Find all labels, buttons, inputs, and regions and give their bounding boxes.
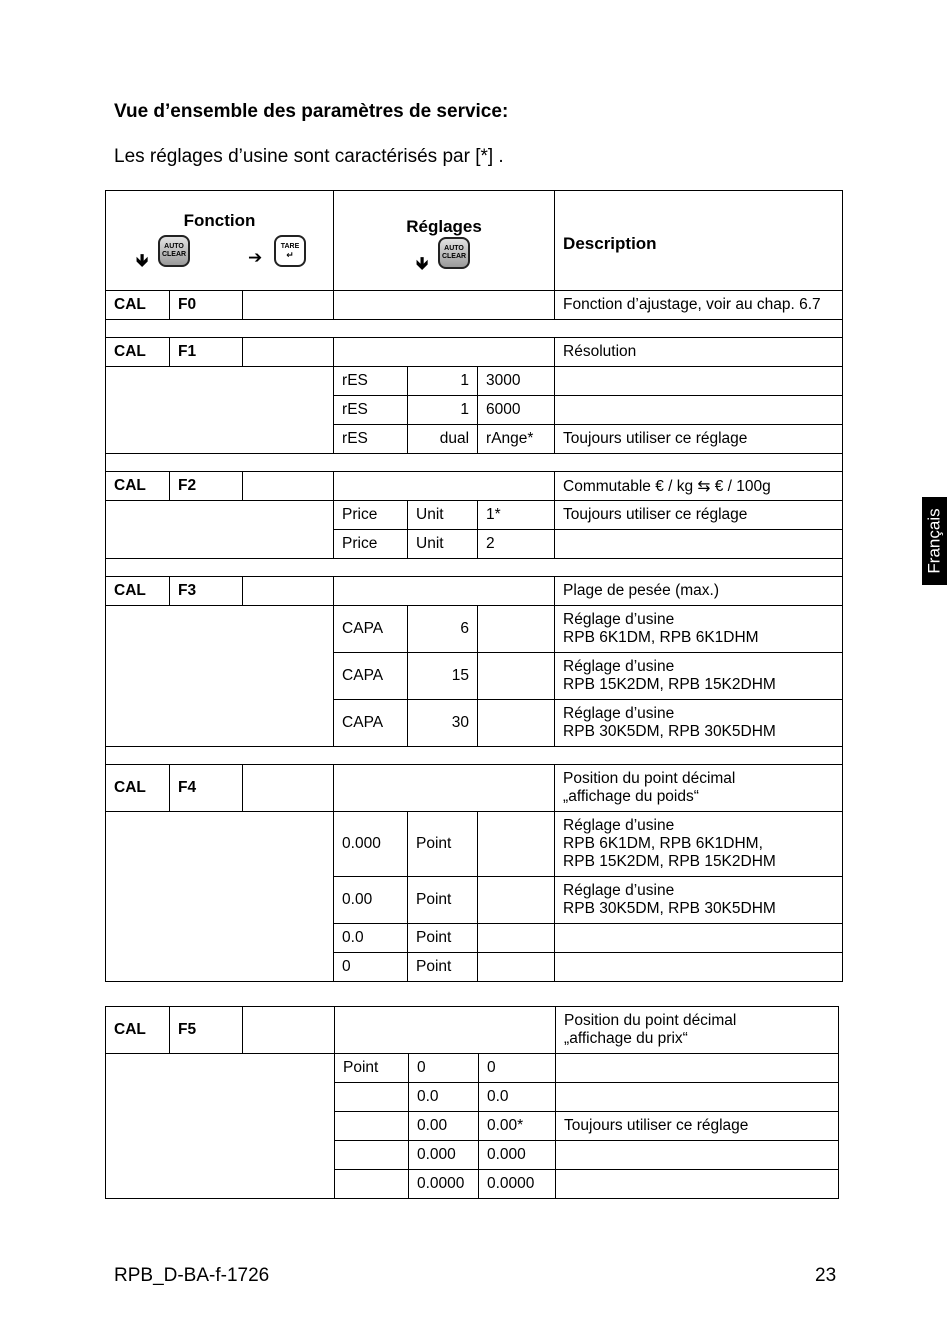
header-description: Description: [555, 191, 843, 291]
setting-cell: 3000: [478, 367, 555, 396]
table-row: [106, 812, 843, 877]
description-cell: Commutable € / kg ⇆ € / 100g: [555, 472, 843, 501]
table-row: [106, 501, 843, 530]
description-cell: Réglage d’usine RPB 30K5DM, RPB 30K5DHM: [555, 877, 843, 924]
setting-cell: CAPA: [334, 606, 408, 653]
description-cell: Toujours utiliser ce réglage: [555, 425, 843, 454]
description-cell: Position du point décimal „affichage du poids“: [555, 765, 843, 812]
cal-cell: CAL: [106, 291, 170, 320]
description-cell: Réglage d’usine RPB 6K1DM, RPB 6K1DHM: [555, 606, 843, 653]
setting-cell: [335, 1112, 409, 1141]
empty-cell: [478, 924, 555, 953]
setting-cell: 0.000: [409, 1141, 479, 1170]
setting-cell: 6000: [478, 396, 555, 425]
setting-cell: rES: [334, 396, 408, 425]
table-header-row: [106, 191, 843, 291]
tare-key-icon: TARE ↵: [274, 235, 306, 267]
setting-cell: rES: [334, 425, 408, 454]
setting-cell: [478, 606, 555, 653]
setting-cell: 0.000: [479, 1141, 556, 1170]
setting-cell: 6: [408, 606, 478, 653]
table-row: [106, 1007, 839, 1054]
empty-cell: [334, 577, 555, 606]
empty-cell: [334, 472, 555, 501]
table-row: [106, 1054, 839, 1083]
description-cell: Fonction d’ajustage, voir au chap. 6.7: [555, 291, 843, 320]
auto-clear-key-icon: AUTO CLEAR: [158, 235, 190, 267]
description-cell: [555, 530, 843, 559]
empty-cell: [243, 291, 334, 320]
empty-cell: [334, 338, 555, 367]
setting-cell: Point: [408, 924, 478, 953]
description-cell: Réglage d’usine RPB 30K5DM, RPB 30K5DHM: [555, 700, 843, 747]
language-side-tab: [922, 497, 947, 585]
empty-cell: [334, 291, 555, 320]
cal-cell: CAL: [106, 1007, 170, 1054]
page-subtitle: Les réglages d’usine sont caractérisés par [*] .: [114, 146, 504, 167]
arrow-right-icon: ➔: [248, 247, 263, 267]
auto-clear-key-icon: AUTO CLEAR: [438, 237, 470, 269]
cal-cell: CAL: [106, 765, 170, 812]
setting-cell: 1*: [478, 501, 555, 530]
setting-cell: [335, 1170, 409, 1199]
setting-cell: 0.0: [479, 1083, 556, 1112]
table-row: [106, 291, 843, 320]
setting-cell: 0.00: [409, 1112, 479, 1141]
function-code-cell: F3: [170, 577, 243, 606]
table-row: [106, 367, 843, 396]
setting-cell: [478, 700, 555, 747]
empty-cell: [478, 877, 555, 924]
cal-cell: CAL: [106, 472, 170, 501]
empty-cell: [106, 501, 334, 559]
header-fonction: Fonction 🡻 AUTO CLEAR ➔ TARE ↵: [106, 191, 334, 291]
empty-cell: [243, 338, 334, 367]
setting-cell: 15: [408, 653, 478, 700]
setting-cell: Price: [334, 530, 408, 559]
setting-cell: 30: [408, 700, 478, 747]
function-code-cell: F1: [170, 338, 243, 367]
table-row: [106, 606, 843, 653]
empty-cell: [243, 472, 334, 501]
description-cell: [555, 396, 843, 425]
decimal-price-table: [105, 1006, 839, 1199]
table-row: [106, 577, 843, 606]
empty-cell: [106, 367, 334, 454]
setting-cell: Price: [334, 501, 408, 530]
setting-cell: 0.0000: [409, 1170, 479, 1199]
description-cell: [556, 1083, 839, 1112]
setting-cell: 0.0: [334, 924, 408, 953]
empty-cell: [335, 1007, 556, 1054]
description-cell: Plage de pesée (max.): [555, 577, 843, 606]
setting-cell: 0.0: [409, 1083, 479, 1112]
empty-cell: [478, 953, 555, 982]
empty-cell: [243, 1007, 335, 1054]
setting-cell: [478, 653, 555, 700]
separator-row: [106, 320, 843, 338]
separator-row: [106, 747, 843, 765]
setting-cell: 0.0000: [479, 1170, 556, 1199]
setting-cell: CAPA: [334, 700, 408, 747]
setting-cell: rAnge*: [478, 425, 555, 454]
setting-cell: dual: [408, 425, 478, 454]
header-reglages: Réglages 🡻 AUTO CLEAR: [334, 191, 555, 291]
description-cell: [556, 1170, 839, 1199]
empty-cell: [106, 606, 334, 747]
empty-cell: [334, 765, 555, 812]
service-parameters-table: [105, 190, 843, 982]
empty-cell: [106, 812, 334, 982]
cal-cell: CAL: [106, 577, 170, 606]
setting-cell: 2: [478, 530, 555, 559]
empty-cell: [478, 812, 555, 877]
setting-cell: 0: [479, 1054, 556, 1083]
table-row: [106, 472, 843, 501]
description-cell: [555, 367, 843, 396]
setting-cell: 1: [408, 367, 478, 396]
setting-cell: [335, 1083, 409, 1112]
setting-cell: rES: [334, 367, 408, 396]
setting-cell: [335, 1141, 409, 1170]
setting-cell: 1: [408, 396, 478, 425]
empty-cell: [555, 924, 843, 953]
empty-cell: [243, 765, 334, 812]
setting-cell: 0.00: [334, 877, 408, 924]
description-cell: Toujours utiliser ce réglage: [556, 1112, 839, 1141]
separator-row: [106, 559, 843, 577]
function-code-cell: F2: [170, 472, 243, 501]
page-number: 23: [815, 1265, 837, 1286]
page-title: Vue d’ensemble des paramètres de service:: [114, 101, 509, 122]
empty-cell: [555, 953, 843, 982]
description-cell: Réglage d’usine RPB 15K2DM, RPB 15K2DHM: [555, 653, 843, 700]
setting-cell: Point: [408, 953, 478, 982]
arrow-down-icon: 🡻: [136, 250, 149, 270]
description-cell: [556, 1054, 839, 1083]
description-cell: Réglage d’usine RPB 6K1DM, RPB 6K1DHM, RPB 15K2DM, RPB 15K2DHM: [555, 812, 843, 877]
empty-cell: [243, 577, 334, 606]
separator-row: [106, 454, 843, 472]
description-cell: Résolution: [555, 338, 843, 367]
arrow-down-icon: 🡻: [416, 253, 429, 273]
document-id: RPB_D-BA-f-1726: [114, 1265, 270, 1286]
setting-cell: Point: [408, 812, 478, 877]
setting-cell: 0: [334, 953, 408, 982]
table-row: [106, 765, 843, 812]
setting-cell: CAPA: [334, 653, 408, 700]
language-label: Français: [924, 508, 944, 574]
setting-cell: 0.00*: [479, 1112, 556, 1141]
setting-cell: Unit: [408, 501, 478, 530]
table-row: [106, 338, 843, 367]
function-code-cell: F4: [170, 765, 243, 812]
cal-cell: CAL: [106, 338, 170, 367]
setting-cell: Point: [335, 1054, 409, 1083]
description-cell: [556, 1141, 839, 1170]
setting-cell: 0.000: [334, 812, 408, 877]
setting-cell: 0: [409, 1054, 479, 1083]
description-cell: Position du point décimal „affichage du prix“: [556, 1007, 839, 1054]
setting-cell: Unit: [408, 530, 478, 559]
function-code-cell: F5: [170, 1007, 243, 1054]
setting-cell: Point: [408, 877, 478, 924]
function-code-cell: F0: [170, 291, 243, 320]
empty-cell: [106, 1054, 335, 1199]
description-cell: Toujours utiliser ce réglage: [555, 501, 843, 530]
